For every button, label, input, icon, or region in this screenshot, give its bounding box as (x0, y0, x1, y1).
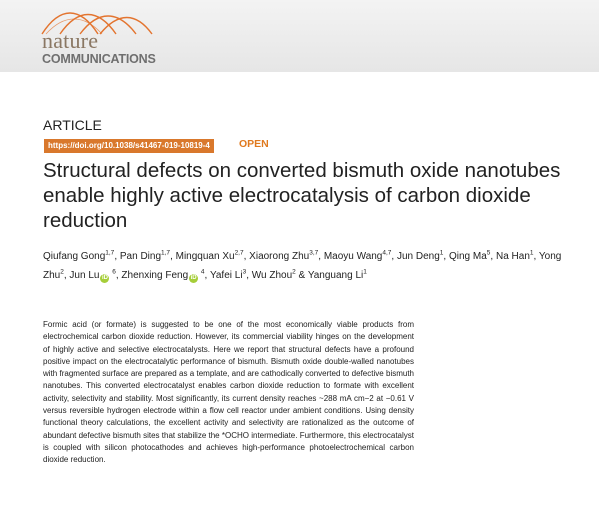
author-affiliation: 2,7 (234, 249, 244, 257)
author-name[interactable]: Yanguang Li (307, 270, 364, 281)
abstract: Formic acid (or formate) is suggested to be one of the most economically viable products from electrochemical carbon dioxide reduction. However, its commercial viability hinges on the development of highly active and selective electrocatalysts. Here we report that structural defects have a profound positive impact on the electrocatalytic performance of bismuth. Bismuth oxide double-walled nanotubes with fragmented surface are prepared as a template, and are cathodically converted to defective bismuth nanotubes. This converted electrocatalyst enables carbon dioxide reduction to formate with excellent activity, selectivity and stability. Most significantly, its current density reaches ~288 mA cm−2 at −0.61 V versus reversible hydrogen electrode within a flow cell reactor under ambient conditions. Using density functional theory calculations, the excellent activity and selectivity are rationalized as the outcome of abundant defective bismuth sites that stabilize the *OCHO intermediate. Furthermore, this electrocatalyst is coupled with silicon photocathodes and achieves high-performance photoelectrochemical carbon dioxide reduction. (43, 320, 414, 465)
author-list: Qiufang Gong$^{1,7}$, Pan Ding$^{1,7}$, Mingquan Xu$^{2,7}$, Xiaorong Zhu$^{3,7}$, Maoyu Wang$^{4,7}$, Jun Deng$^1$, Qing Ma$^5$, Na Han$^1$, Yong Zhu$^2$, Jun Lu iD $^6$, Zhenxing Feng iD $^4$, Yafei Li$^3$, Wu Zhou$^2$ & Yanguang Li$^1$ (43, 249, 562, 281)
author-name[interactable]: Na Han (495, 251, 530, 262)
author-affiliation: 4,7 (382, 249, 392, 257)
journal-subname: COMMUNICATIONS (42, 52, 156, 66)
author-affiliation: 2 (60, 268, 64, 276)
author-affiliation: 5 (486, 249, 491, 257)
journal-banner (0, 0, 599, 72)
author-affiliation: 6 (112, 268, 116, 276)
orcid-icon[interactable]: iD (101, 275, 108, 281)
journal-name: nature (42, 28, 99, 53)
author-affiliation: 1,7 (161, 249, 171, 257)
author-name[interactable]: Wu Zhou (251, 270, 293, 281)
orcid-icon[interactable]: iD (190, 275, 197, 281)
author-name[interactable]: Jun Lu (69, 270, 100, 281)
author-affiliation: 1 (363, 268, 367, 276)
author-name[interactable]: Pan Ding (119, 251, 162, 262)
author-name[interactable]: Maoyu Wang (323, 251, 383, 262)
author-name[interactable]: Zhenxing Feng (121, 270, 189, 281)
open-access-badge: OPEN (239, 138, 269, 150)
author-name[interactable]: Qing Ma (448, 251, 487, 262)
author-affiliation: 3 (242, 268, 247, 276)
author-affiliation: 3,7 (309, 249, 319, 257)
author-name[interactable]: Qiufang Gong (43, 251, 106, 262)
author-name[interactable]: Yafei Li (209, 270, 243, 281)
doi-link[interactable]: https://doi.org/10.1038/s41467-019-10819-4 (44, 139, 214, 153)
author-name[interactable]: Yong Zhu (43, 251, 562, 281)
author-affiliation: 1,7 (105, 249, 115, 257)
journal-logo (40, 8, 190, 66)
author-name[interactable]: Mingquan Xu (175, 251, 235, 262)
author-affiliation: 4 (200, 268, 205, 276)
article-type: ARTICLE (43, 117, 102, 133)
author-affiliation: 1 (439, 249, 444, 257)
article-title: Structural defects on converted bismuth oxide nanotubes enable highly active electrocatalysis of carbon dioxide reduction (43, 159, 561, 232)
author-affiliation: 2 (292, 268, 296, 276)
author-affiliation: 1 (529, 249, 534, 257)
author-name[interactable]: Xiaorong Zhu (249, 251, 310, 262)
author-name[interactable]: Jun Deng (396, 251, 440, 262)
